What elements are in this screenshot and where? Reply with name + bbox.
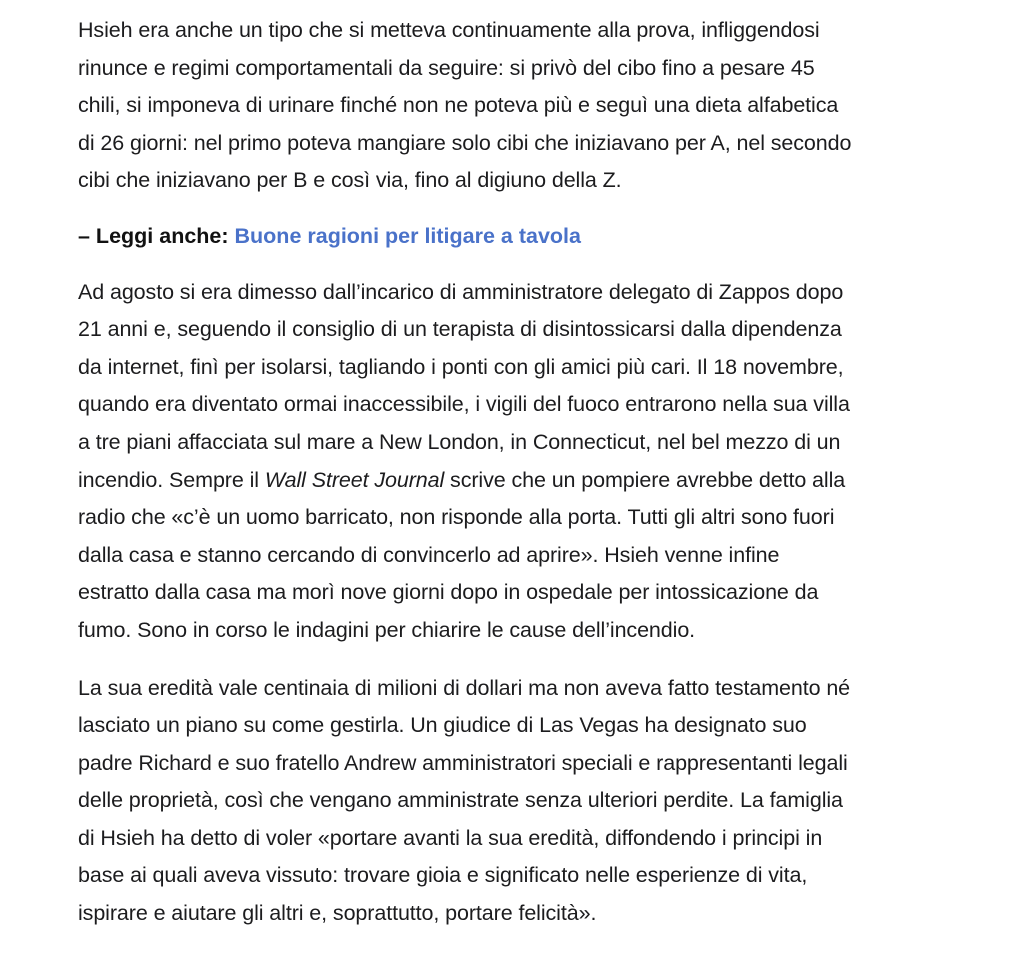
text-line: Hsieh era anche un tipo che si metteva continuamente alla prova, infliggendosi xyxy=(78,18,820,42)
text-line: cibi che iniziavano per B e così via, fino al digiuno della Z. xyxy=(78,168,622,193)
text-line: radio che «c’è un uomo barricato, non risponde alla porta. Tutti gli altri sono fuori xyxy=(78,505,835,530)
text-line: rinunce e regimi comportamentali da seguire: si privò del cibo fino a pesare 45 xyxy=(78,55,815,80)
text-line: 21 anni e, seguendo il consiglio di un terapista di disintossicarsi dalla dipendenza xyxy=(78,317,842,342)
paragraph-fire xyxy=(78,274,978,650)
text-line: a tre piani affacciata sul mare a New London, in Connecticut, nel bel mezzo di un xyxy=(78,429,841,454)
text-line: chili, si imponeva di urinare finché non ne poteva più e seguì una dieta alfabetica xyxy=(78,93,839,118)
text-line: quando era diventato ormai inaccessibile, i vigili del fuoco entrarono nella sua villa xyxy=(78,392,850,417)
text-line: delle proprietà, così che vengano amministrate senza ulteriori perdite. La famiglia xyxy=(78,788,843,813)
related-prefix: – Leggi anche: xyxy=(78,223,235,248)
paragraph-inheritance xyxy=(78,670,978,933)
text-line: fumo. Sono in corso le indagini per chiarire le cause dell’incendio. xyxy=(78,617,696,642)
publication-name: Wall Street Journal xyxy=(264,467,445,492)
text-line xyxy=(78,462,978,500)
related-article-link[interactable]: Buone ragioni per litigare a tavola xyxy=(234,223,581,248)
text-line: di 26 giorni: nel primo poteva mangiare solo cibi che iniziavano per A, nel secondo xyxy=(78,130,852,155)
text-line: Ad agosto si era dimesso dall’incarico di amministratore delegato di Zappos dopo xyxy=(78,279,844,304)
text-line: base ai quali aveva vissuto: trovare gioia e significato nelle esperienze di vita, xyxy=(78,863,808,888)
article-body xyxy=(78,12,978,933)
text-line: La sua eredità vale centinaia di milioni di dollari ma non aveva fatto testamento né xyxy=(78,675,851,700)
text-line: lasciato un piano su come gestirla. Un giudice di Las Vegas ha designato suo xyxy=(78,713,807,738)
text-segment: scrive che un pompiere avrebbe detto alla xyxy=(444,467,846,492)
text-segment: incendio. Sempre il xyxy=(78,467,265,492)
text-line: dalla casa e stanno cercando di convincerlo ad aprire». Hsieh venne infine xyxy=(78,542,780,567)
related-article xyxy=(78,218,978,256)
text-line: ispirare e aiutare gli altri e, soprattutto, portare felicità». xyxy=(78,901,597,926)
paragraph-diet xyxy=(78,12,978,200)
text-line: estratto dalla casa ma morì nove giorni dopo in ospedale per intossicazione da xyxy=(78,580,819,605)
text-line: da internet, finì per isolarsi, tagliando i ponti con gli amici più cari. Il 18 novembre, xyxy=(78,354,844,379)
text-line: di Hsieh ha detto di voler «portare avanti la sua eredità, diffondendo i principi in xyxy=(78,825,823,850)
text-line: padre Richard e suo fratello Andrew amministratori speciali e rappresentanti legali xyxy=(78,750,848,775)
